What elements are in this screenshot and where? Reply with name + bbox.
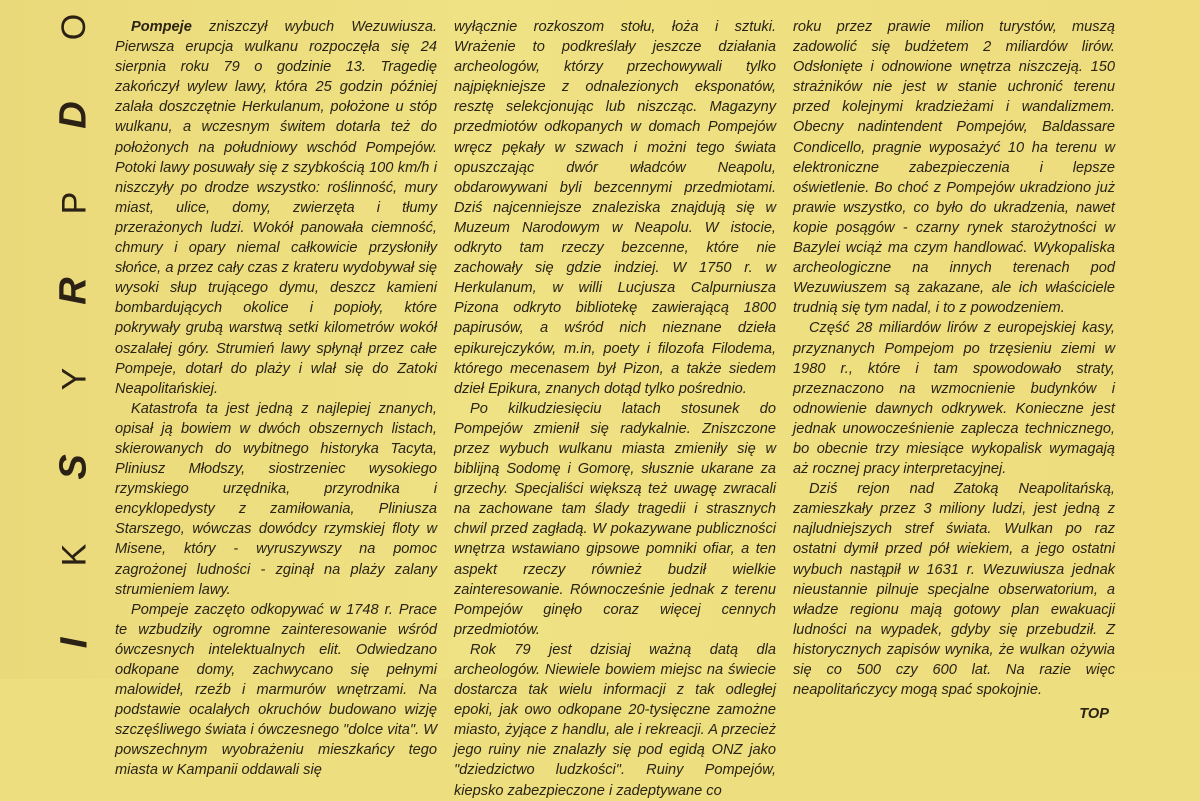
author-signature: TOP [1079,706,1109,723]
paragraph: Część 28 miliardów lirów z europejskiej kasy, przyznanych Pompejom po trzęsieniu ziemi w 1980 r., które i tam spowodowało straty, przeznaczono na wzmocnienie budynków i odnowienie dawnych odkrywek. Konieczne jest jednak unowocześnienie zaplecza technicznego, bo obecnie trzy miesiące wykopalisk wymagają aż rocznej pracy interpretacyjnej. [793,320,1115,478]
paragraph-text: zniszczył wybuch Wezuwiusza. Pierwsza erupcja wulkanu rozpoczęła się 24 sierpnia roku 79 o godzinie 13. Tragedię zakończył wylew lawy, która 25 godzin później zalała doszczętnie Herkulanum, położone u stóp wulkanu, a wczesnym świtem dotarła też do położonych na południowy wschód Pompejów. Potoki lawy posuwały się z szybkością 100 km/h i niszczyły po drodze wszystko: roślinność, mury miast, ulice, domy, zwierzęta i tłumy przerażonych ludzi. Wokół panowała ciemność, chmury i opary niemal całkowicie przysłoniły słońce, a przez cały czas z krateru wydobywał się wysoki słup trującego dymu, deszcz kamieni bombardujących okolice i popioły, które pokrywały grubą warstwą setki kilometrów wokół oszalałej góry. Strumień lawy spłynął przez całe Pompeje, dotarł do plaży i wlał się do Zatoki Neapolitańskiej. [115,19,437,397]
section-letter: Y [55,367,93,391]
article-column-2 [454,17,776,801]
article-column-1 [115,17,437,781]
section-title-odpryski [52,10,96,660]
article-column-3 [793,17,1115,724]
paragraph: Katastrofa ta jest jedną z najlepiej znanych, opisał ją bowiem w dwóch obszernych listach, skierowanych do wybitnego historyka Tacyta, Pliniusz Młodszy, siostrzeniec wysokiego rzymskiego urzędnika, przyrodnika i encyklopedysty z zamiłowania, Pliniusza Starszego, wówczas dowódcy rzymskiej floty w Misene, który - wyruszywszy na pomoc zagrożonej ludności - zginął na plaży zalany strumieniem lawy. [115,400,437,598]
paragraph: Po kilkudziesięciu latach stosunek do Pompejów zmienił się radykalnie. Zniszczone przez wybuch wulkanu miasta zmieniły się w biblijną Sodomę i Gomorę, słusznie ukarane za grzechy. Specjaliści większą też uwagę zwracali na zachowane tam ślady tragedii i strasznych chwil przed zagładą. W pokazywane publiczności wnętrza wstawiano gipsowe pomniki ofiar, a ten aspekt rzeczy również budził wielkie zainteresowanie. Równocześnie jednak z terenu Pompejów ginęło coraz więcej cennych przedmiotów. [454,400,776,638]
lead-word: Pompeje [131,19,192,35]
section-letter: R [52,277,95,305]
paragraph: roku przez prawie milion turystów, muszą zadowolić się budżetem 2 miliardów lirów. Odsłonięte i odnowione wnętrza niszczeją. 150 strażników nie jest w stanie uchronić terenu przed kolejnymi kradzieżami i wandalizmem. Obecny nadintendent Pompejów, Baldassare Condicello, pragnie wyposażyć 10 ha terenu w elektroniczne zabezpieczenia i lepsze oświetlenie. Bo choć z Pompejów ukradziono już prawie wszystko, co było do ukradzenia, nawet kopie posągów - czarny rynek starożytności w Bazylei wciąż ma czym handlować. Wykopaliska archeologiczne na innych terenach pod Wezuwiuszem są zakazane, ale ich właściciele trudnią się tym nadal, i to z powodzeniem. [793,19,1115,317]
paragraph: wyłącznie rozkoszom stołu, łoża i sztuki. Wrażenie to podkreślały jeszcze działania archeologów, którzy przechowywali tylko najpiękniejsze z odnalezionych eksponatów, resztę selekcjonując lub niszcząc. Magazyny przedmiotów odkopanych w domach Pompejów wręcz pękały w szwach i możni tego świata opuszczając dwór władców Neapolu, obdarowywani byli bezcennymi przedmiotami. Dziś najcenniejsze znaleziska znajdują się w Muzeum Narodowym w Neapolu. W istocie, odkryto tam rzeczy bezcenne, które nie zachowały się gdzie indziej. W 1750 r. w Herkulanum, w willi Lucjusza Calpurniusza Pizona odkryto bibliotekę zawierającą 1800 papirusów, a wśród nich nieznane dzieła epikurejczyków, m.in, poety i filozofa Filodema, którego mecenasem był Pizon, a także siedem dzieł Epikura, znanych dotąd tylko pośrednio. [454,19,776,397]
section-letter: D [52,101,95,129]
paragraph: Dziś rejon nad Zatoką Neapolitańską, zamieszkały przez 3 miliony ludzi, jest jedną z najludniejszych stref świata. Wulkan po raz ostatni dymił przed pół wiekiem, a jego ostatni wybuch nastąpił w 1631 r. Wezuwiusza jednak nieustannie pilnuje specjalne obserwatorium, a władze regionu mają gotowy plan ewakuacji ludności na wypadek, gdyby się przebudził. Z historycznych zapisów wynika, że wulkan ożywia się co 500 czy 600 lat. Na razie więc neapolitańczycy mogą spać spokojnie. [793,481,1115,699]
section-letter: I [53,637,95,649]
paragraph: Pompeje zaczęto odkopywać w 1748 r. Prace te wzbudziły ogromne zainteresowanie wśród ówczesnych intelektualnych elit. Odwiedzano odkopane domy, zachwycano się pełnymi malowideł, rzeźb i marmurów wnętrzami. Na podstawie ocalałych okruchów budowano wizję szczęśliwego świata i ówczesnego "dolce vita". W powszechnym wyobrażeniu mieszkańcy tego miasta w Kampanii oddawali się [115,601,437,779]
section-letter: O [54,13,93,41]
section-letter: S [52,454,95,480]
section-letter: P [55,191,93,215]
paragraph: Rok 79 jest dzisiaj ważną datą dla archeologów. Niewiele bowiem miejsc na świecie dostarcza tak wielu informacji z tak odległej epoki, jak owo odkopane 20-tysięczne zamożne miasto, żyjące z handlu, ale i rekreacji. A przecież jego ruiny nie znalazły się pod egidą ONZ jako "dziedzictwo ludzkości". Ruiny Pompejów, kiepsko zabezpieczone i zadeptywane co [454,641,776,799]
paragraph [115,17,437,399]
section-letter: K [55,543,93,567]
